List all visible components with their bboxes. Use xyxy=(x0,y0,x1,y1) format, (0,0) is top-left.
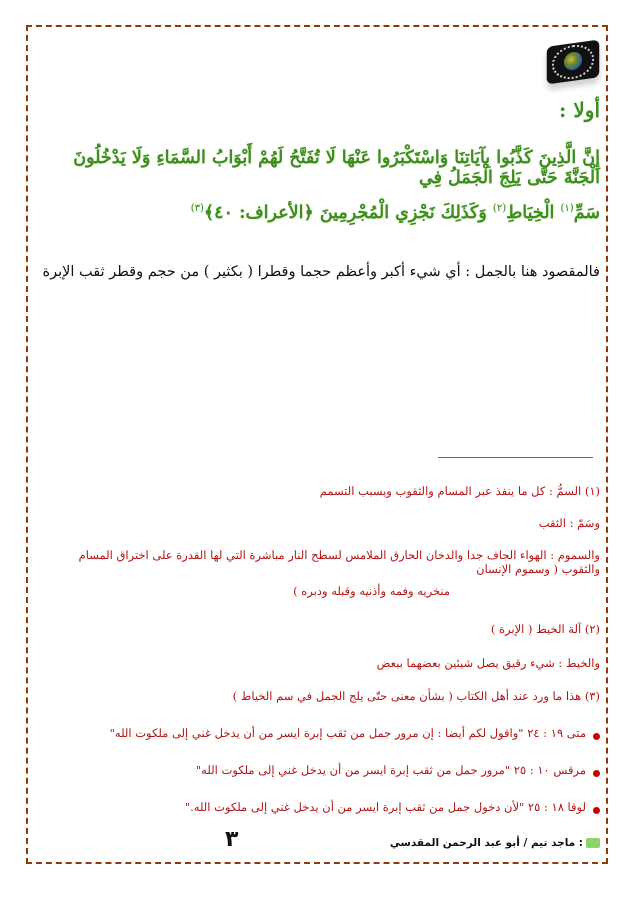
footnote-ref-2[interactable]: (٢) xyxy=(492,203,507,215)
verse-line-1: إِنَّ الَّذِينَ كَذَّبُوا بِآيَاتِنَا وَاسْتَكْبَرُوا عَنْهَا لَا تُفَتَّحُ لَهُمْ أَبْوَابُ السَّمَاءِ وَلَا يَدْخُلُونَ الْجَنَّةَ حَتَّى يَلِجَ الْجَمَلُ فِي xyxy=(73,148,600,188)
verse-ending: وَكَذَلِكَ نَجْزِي الْمُجْرِمِينَ ﴿الأعراف: ٤٠﴾ xyxy=(203,203,493,223)
footnote-1-samum: والسموم : الهواء الجاف جدا والدخان الحارق الملامس لسطح النار مباشرة التي لها القدرة على اختراق المسام والثقوب ( وسموم الإنسان xyxy=(78,548,600,576)
bullet-icon xyxy=(593,770,600,777)
footnote-3: (٣) هذا ما ورد عند أهل الكتاب ( بشأن معنى حتّى يلج الجمل في سم الخياط ) xyxy=(232,689,600,703)
footnote-2: (٢) آلة الخيط ( الإبرة ) xyxy=(490,622,600,636)
bullet-icon xyxy=(593,807,600,814)
verse-word-samm: سَمِّ xyxy=(573,203,600,223)
section-heading: أولا : xyxy=(559,98,600,122)
verse-word-khiyat: الْخِيَاطِ xyxy=(506,203,561,223)
bullet-luke: لوقا ١٨ : ٢٥ "لأن دخول جمل من ثقب إبرة ايسر من أن يدخل غني إلى ملكوت الله." xyxy=(184,800,586,814)
author-credit xyxy=(390,837,600,849)
verse-line-2 xyxy=(191,203,600,223)
pen-icon xyxy=(586,838,600,848)
footnote-2-khayt: والخيط : شيء رقيق يصل شيئين بعضهما ببعض xyxy=(376,656,600,670)
bullet-icon xyxy=(593,733,600,740)
bullet-matthew: متى ١٩ : ٢٤ "واقول لكم أيضا : إن مرور جمل من ثقب إبرة ايسر من أن يدخل غني إلى ملكوت الله" xyxy=(109,726,586,740)
footnote-1-samm: وسَمّ : الثقب xyxy=(538,516,600,530)
footnote-1-samum-cont: منخريه وفمه وأذنيه وقبله ودبره ) xyxy=(293,584,450,598)
footnote-divider xyxy=(438,457,593,458)
explanation-text: فالمقصود هنا بالجمل : أي شيء أكبر وأعظم حجما وقطرا ( بكثير ) من حجم وقطر ثقب الإبرة xyxy=(42,264,600,280)
page-number: ٣ xyxy=(225,827,239,852)
footnote-ref-1[interactable]: (١) xyxy=(560,203,574,215)
footnote-ref-3[interactable]: (٣) xyxy=(190,203,204,215)
bullet-mark: مرقس ١٠ : ٢٥ "مرور جمل من ثقب إبرة ايسر من أن يدخل غني إلى ملكوت الله" xyxy=(195,763,586,777)
logo-badge xyxy=(547,40,600,85)
author-name: : ماجد تيم / أبو عبد الرحمن المقدسي xyxy=(389,837,583,849)
footnote-1: (١) السمُّ : كل ما ينفذ عبر المسام والثقوب ويسبب التسمم xyxy=(319,484,600,498)
